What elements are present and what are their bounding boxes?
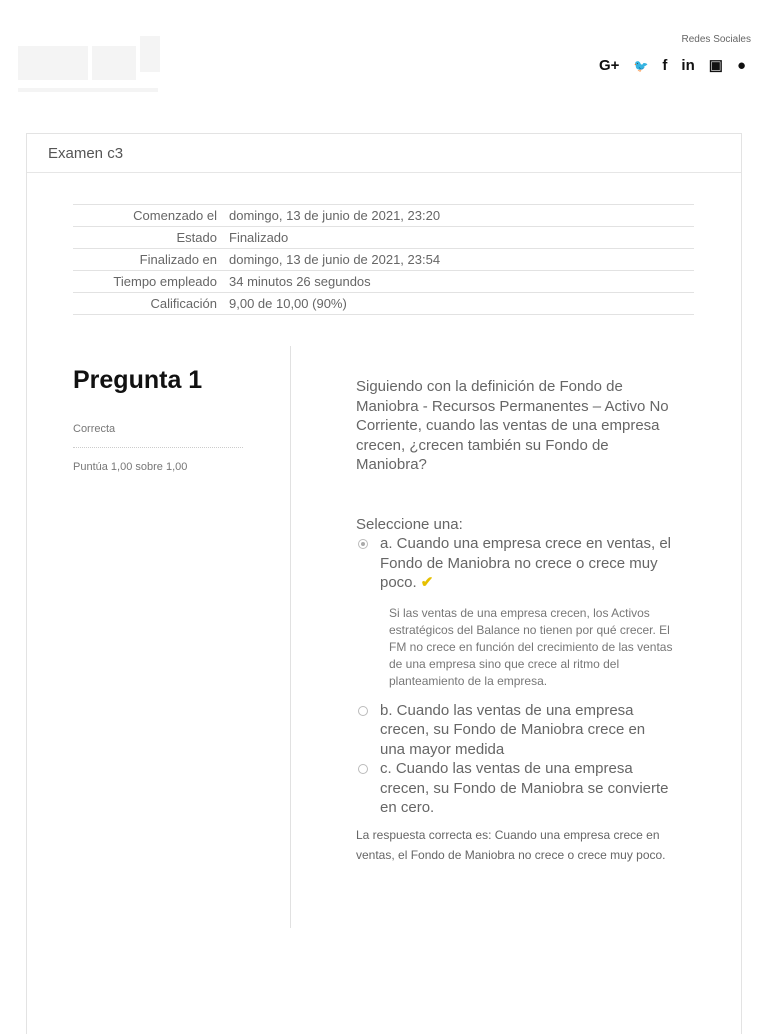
summary-label: Estado xyxy=(73,227,225,249)
social-icons xyxy=(599,56,746,76)
question-text: Siguiendo con la definición de Fondo de Maniobra - Recursos Permanentes – Activo No Corriente, cuando las ventas de una empresa crecen, ¿crecen también su Fondo de Maniobra? xyxy=(356,378,669,473)
globe-icon[interactable]: ● xyxy=(736,57,746,74)
check-icon: ✔ xyxy=(420,574,434,591)
question-content xyxy=(356,377,674,865)
attempt-summary xyxy=(73,204,694,315)
question-state: Correcta xyxy=(73,423,243,448)
exam-card xyxy=(26,133,742,1034)
summary-label: Comenzado el xyxy=(73,205,225,227)
summary-value: 9,00 de 10,00 (90%) xyxy=(225,293,694,315)
option-label: b. Cuando las ventas de una empresa crecen, su Fondo de Maniobra crece en una mayor medida xyxy=(380,701,646,758)
option-feedback: Si las ventas de una empresa crecen, los Activos estratégicos del Balance no tienen por qué crecer. El FM no crece en función del crecimiento de las ventas de una empresa sino que crece al ritmo del planteamiento de la empresa. xyxy=(389,605,673,688)
site-logo[interactable] xyxy=(18,36,163,94)
linkedin-icon[interactable]: in xyxy=(681,57,695,74)
answer-option-c[interactable] xyxy=(356,759,674,818)
summary-row xyxy=(73,205,694,227)
column-divider xyxy=(290,346,291,928)
facebook-icon[interactable]: f xyxy=(662,57,668,74)
radio-button[interactable] xyxy=(358,764,368,774)
exam-title: Examen c3 xyxy=(27,134,741,173)
summary-row xyxy=(73,249,694,271)
question-grade: Puntúa 1,00 sobre 1,00 xyxy=(73,461,188,473)
summary-value: Finalizado xyxy=(225,227,694,249)
answer-option-b[interactable] xyxy=(356,701,674,760)
social-title: Redes Sociales xyxy=(681,34,751,45)
question-title: Pregunta 1 xyxy=(73,366,203,394)
summary-value: 34 minutos 26 segundos xyxy=(225,271,694,293)
radio-button[interactable] xyxy=(358,539,368,549)
summary-row xyxy=(73,271,694,293)
summary-label: Calificación xyxy=(73,293,225,315)
summary-value: domingo, 13 de junio de 2021, 23:20 xyxy=(225,205,694,227)
question-info xyxy=(73,366,243,473)
answer-option-a[interactable] xyxy=(356,534,674,593)
correct-answer-text: La respuesta correcta es: Cuando una empresa crece en ventas, el Fondo de Maniobra no crece o crece muy poco. xyxy=(356,827,666,862)
radio-button[interactable] xyxy=(358,706,368,716)
summary-row xyxy=(73,293,694,315)
twitter-icon[interactable]: 🐦 xyxy=(633,59,649,73)
option-label: a. Cuando una empresa crece en ventas, el Fondo de Maniobra no crece o crece muy poco. ✔ xyxy=(380,535,672,591)
option-label: c. Cuando las ventas de una empresa crecen, su Fondo de Maniobra se convierte en cero. xyxy=(380,760,669,816)
answer-prompt: Seleccione una: xyxy=(356,515,463,533)
google-plus-icon[interactable]: G+ xyxy=(599,57,620,74)
summary-row xyxy=(73,227,694,249)
youtube-icon[interactable]: ▣ xyxy=(708,57,723,74)
summary-value: domingo, 13 de junio de 2021, 23:54 xyxy=(225,249,694,271)
summary-label: Finalizado en xyxy=(73,249,225,271)
summary-label: Tiempo empleado xyxy=(73,271,225,293)
